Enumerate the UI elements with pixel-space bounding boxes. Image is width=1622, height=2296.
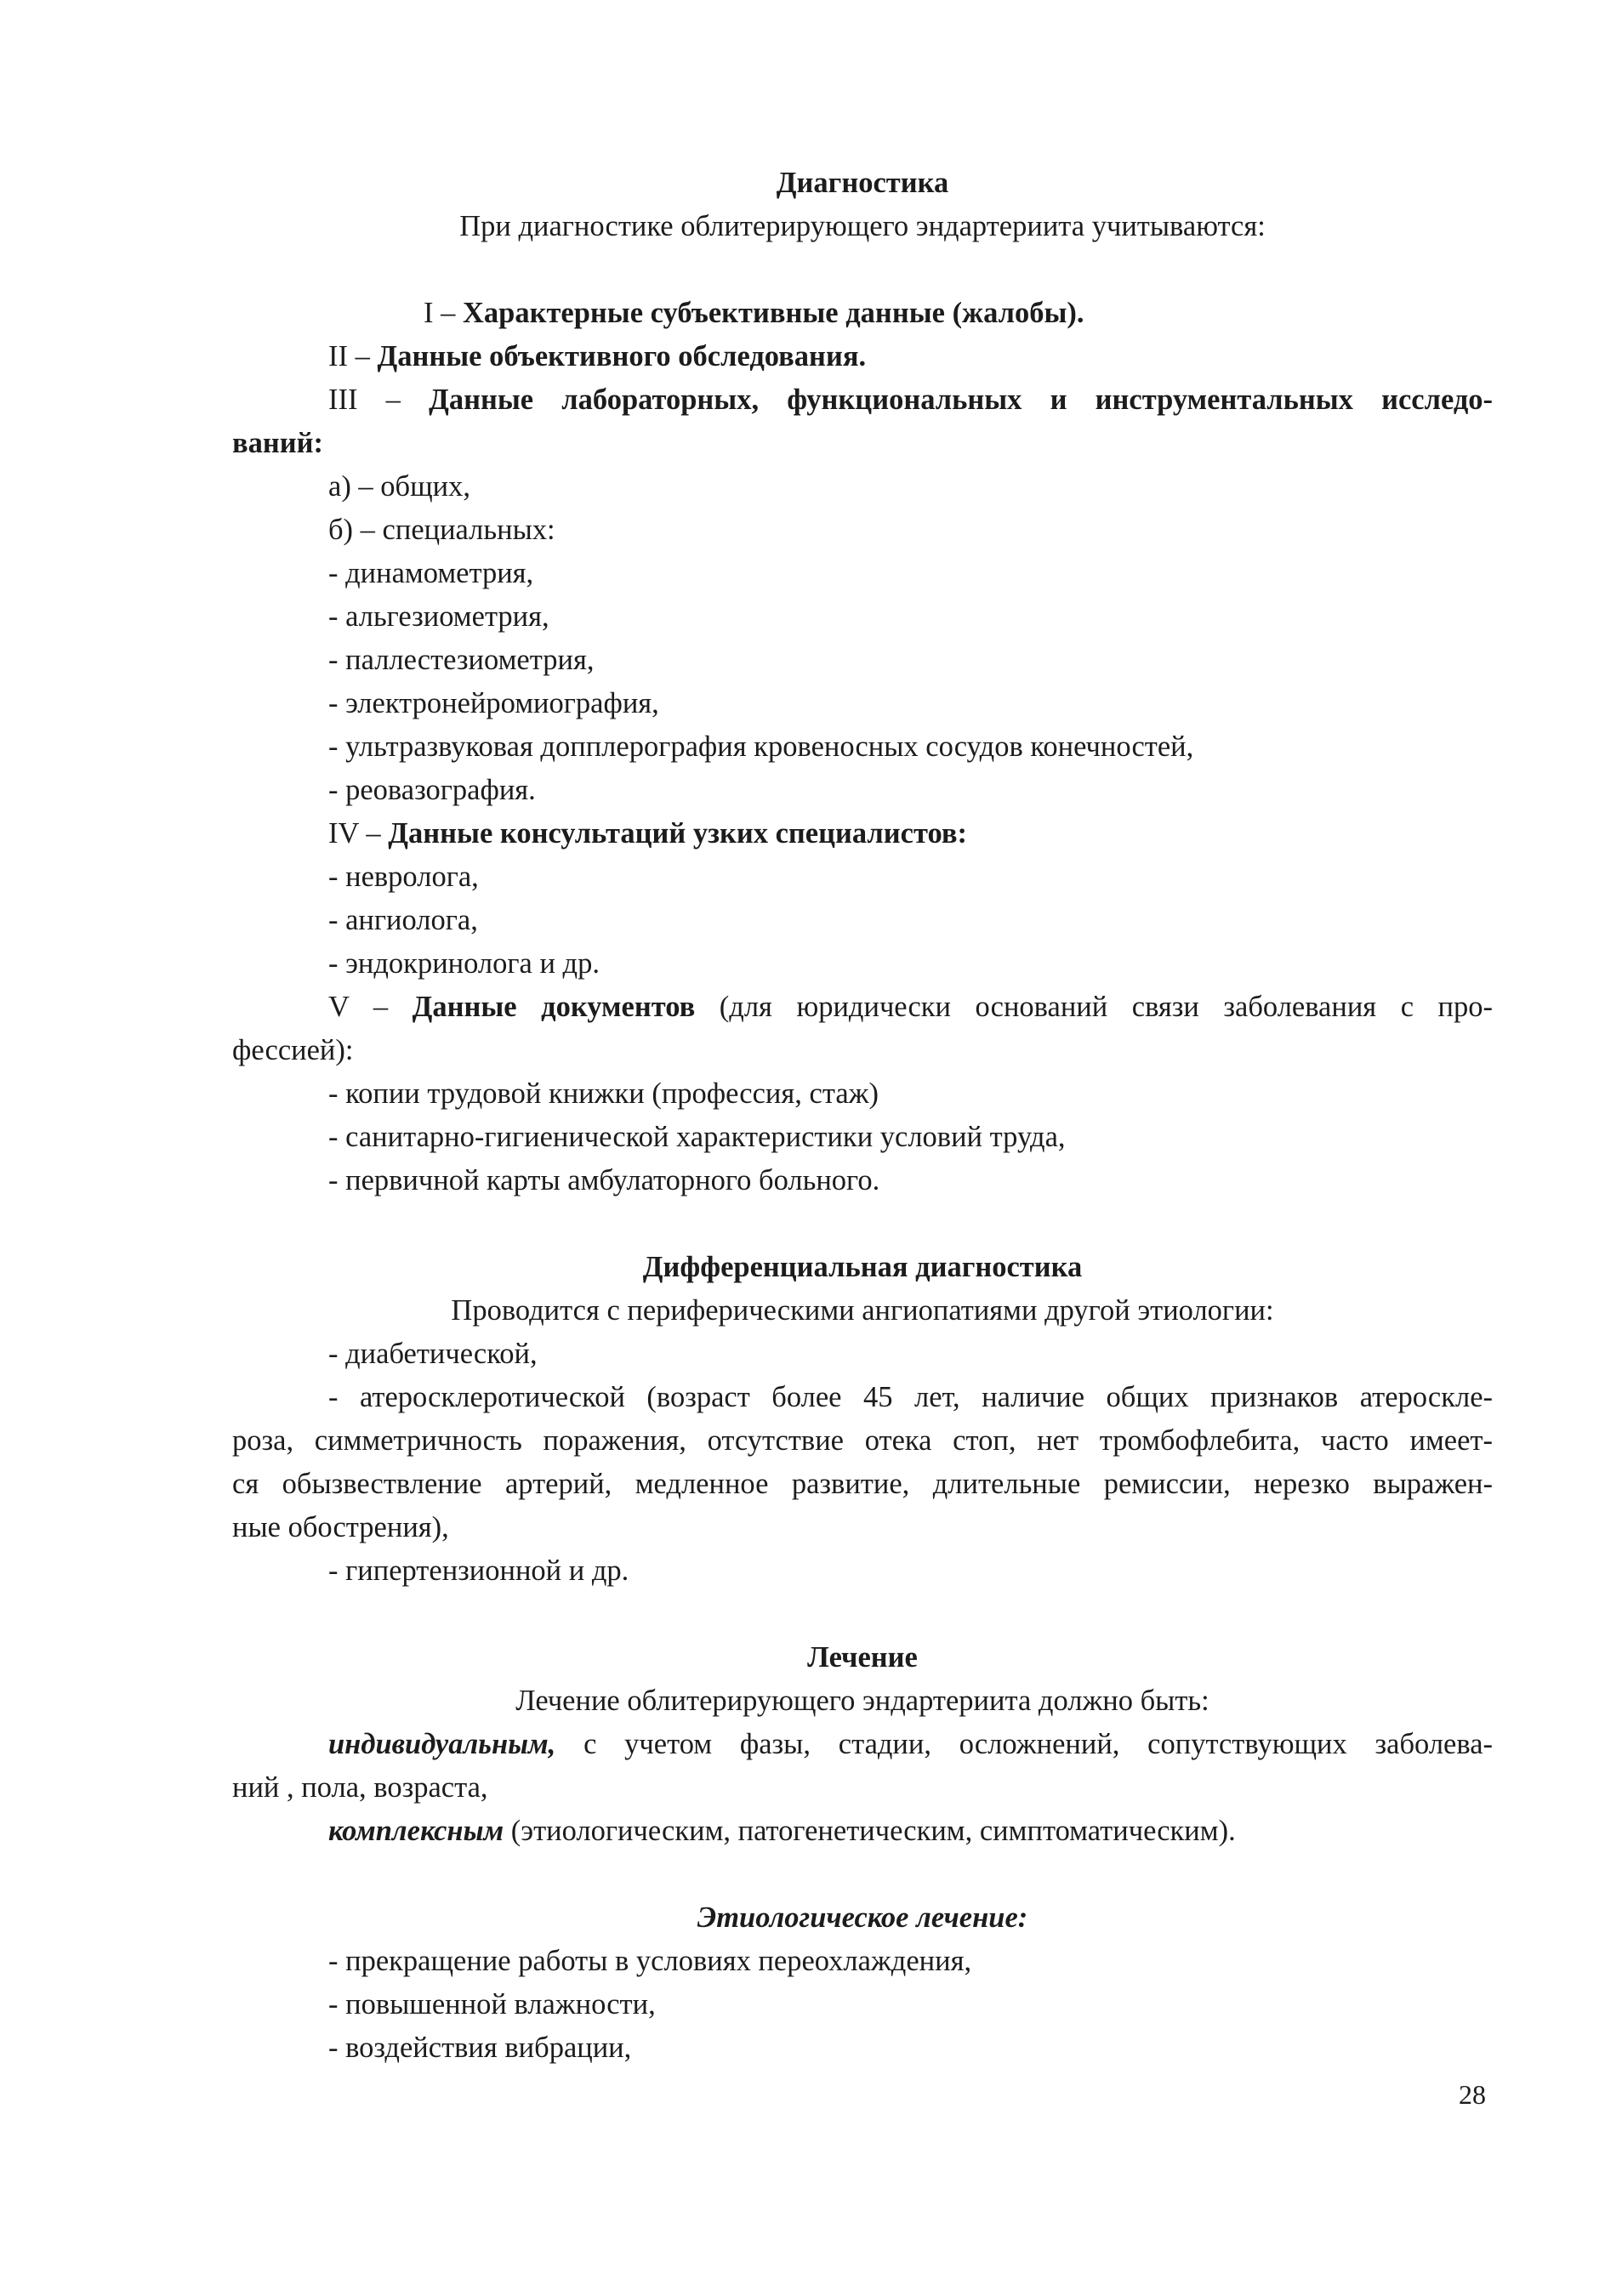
differential-intro: Проводится с периферическими ангиопатиями другой этиологии:: [451, 1294, 1274, 1327]
list-item: - альгезиометрия,: [328, 600, 549, 633]
diagnostics-intro: При диагностике облитерирующего эндартериита учитываются:: [459, 210, 1266, 242]
paragraph-line: роза, симметричность поражения, отсутствие отека стоп, нет тромбофлебита, часто имеет-: [232, 1424, 1493, 1457]
spacer: [232, 1202, 1493, 1246]
diag-item-1: I – Характерные субъективные данные (жалобы).: [424, 297, 1084, 329]
sub-item: а) – общих,: [328, 470, 471, 503]
treatment-intro: Лечение облитерирующего эндартериита должно быть:: [515, 1685, 1209, 1717]
list-item: - паллестезиометрия,: [328, 644, 595, 676]
spacer: [232, 1853, 1493, 1896]
paragraph-line: ные обострения),: [232, 1511, 449, 1543]
paragraph-line: - атеросклеротической (возраст более 45 лет, наличие общих признаков атероскле-: [328, 1381, 1493, 1413]
list-item: - невролога,: [328, 861, 479, 893]
section-title-treatment: Лечение: [807, 1641, 918, 1674]
treatment-individual-line2: ний , пола, возраста,: [232, 1771, 488, 1804]
list-item: - диабетической,: [328, 1338, 538, 1370]
list-item: - динамометрия,: [328, 557, 534, 589]
diag-item-5-line2: фессией):: [232, 1034, 354, 1066]
list-item: - эндокринолога и др.: [328, 947, 600, 980]
spacer: [232, 1593, 1493, 1636]
list-item: - санитарно-гигиенической характеристики условий труда,: [328, 1121, 1066, 1153]
list-item: - воздействия вибрации,: [328, 2032, 632, 2064]
document-page: [232, 162, 1493, 2070]
paragraph-line: ся обызвествление артерий, медленное развитие, длительные ремиссии, нерезко выражен-: [232, 1468, 1493, 1500]
list-item: - ангиолога,: [328, 904, 478, 936]
list-item: - копии трудовой книжки (профессия, стаж): [328, 1077, 879, 1110]
section-title-differential: Дифференциальная диагностика: [642, 1251, 1083, 1283]
list-item: - реовазография.: [328, 774, 536, 806]
diag-item-3-line2: ваний:: [232, 427, 324, 459]
diag-item-4: IV – Данные консультаций узких специалистов:: [328, 817, 967, 850]
list-item: - прекращение работы в условиях переохлаждения,: [328, 1945, 972, 1977]
page-number: 28: [1459, 2079, 1486, 2110]
section-title-etiological: Этиологическое лечение:: [697, 1901, 1028, 1934]
list-item: - ультразвуковая допплерография кровеносных сосудов конечностей,: [328, 730, 1194, 763]
treatment-individual-line1: индивидуальным, с учетом фазы, стадии, осложнений, сопутствующих заболева-: [328, 1728, 1493, 1760]
diag-item-3-line1: III – Данные лабораторных, функциональных и инструментальных исследо-: [328, 384, 1494, 416]
section-title-diagnostics: Диагностика: [776, 167, 949, 199]
sub-item: б) – специальных:: [328, 514, 555, 546]
spacer: [232, 248, 1493, 292]
list-item: - повышенной влажности,: [328, 1988, 656, 2020]
diag-item-2: II – Данные объективного обследования.: [328, 340, 867, 372]
list-item: - гипертензионной и др.: [328, 1554, 629, 1587]
list-item: - электронейромиография,: [328, 687, 659, 719]
treatment-complex: комплексным (этиологическим, патогенетическим, симптоматическим).: [328, 1815, 1236, 1847]
diag-item-5-line1: V – Данные документов (для юридически оснований связи заболевания с про-: [328, 991, 1493, 1023]
list-item: - первичной карты амбулаторного больного.: [328, 1164, 880, 1196]
